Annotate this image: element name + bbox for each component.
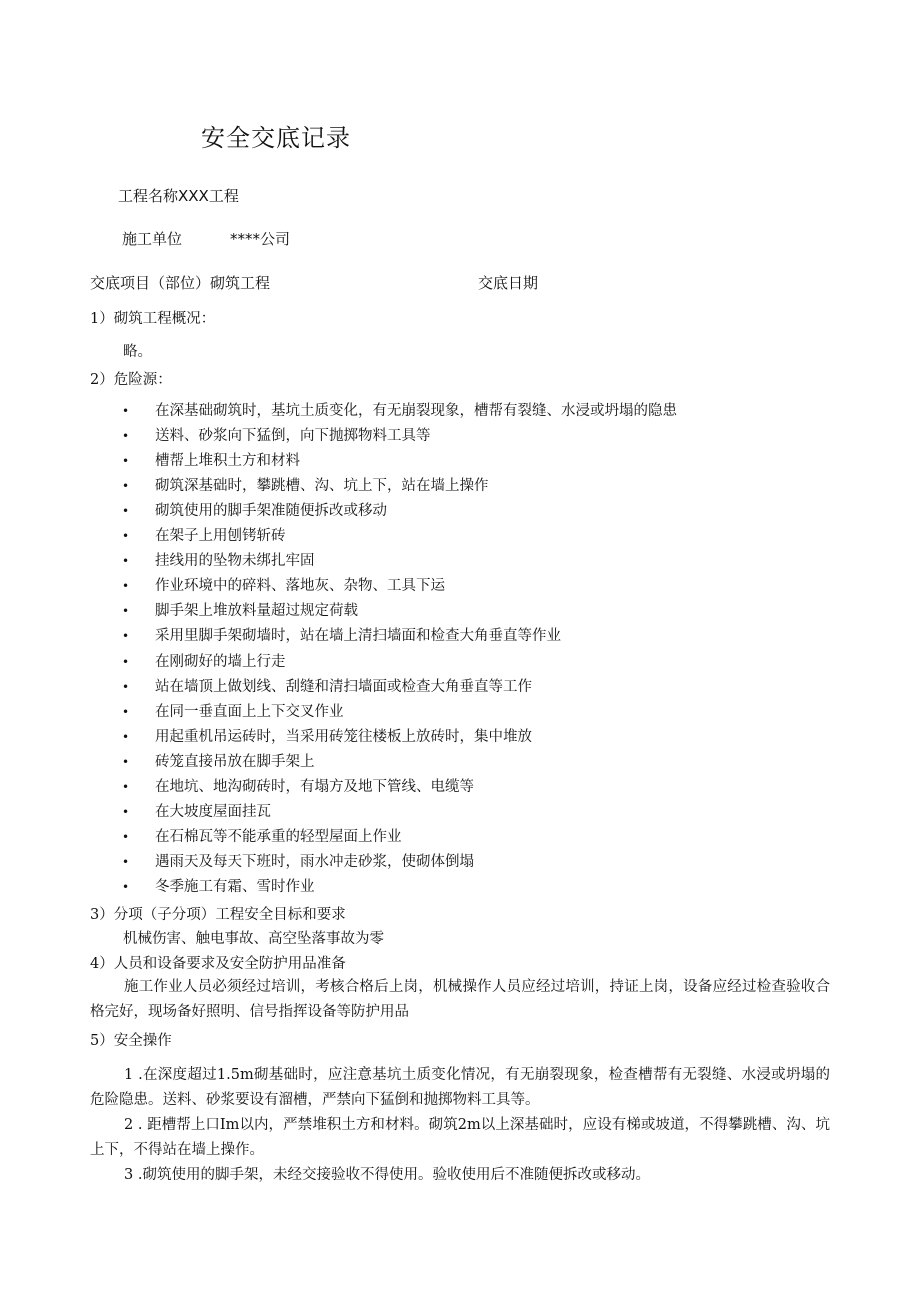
bullet-icon: • — [122, 529, 130, 544]
bullet-icon: • — [122, 454, 130, 469]
bullet-icon: • — [122, 804, 130, 819]
bullet-icon: • — [122, 479, 130, 494]
safety-paragraph-3: 3 .砌筑使用的脚手架，未经交接验收不得使用。验收使用后不准随便拆改或移动。 — [124, 1167, 650, 1183]
hazard-text: 砌筑深基础时，攀跳槽、沟、坑上下，站在墙上操作 — [155, 478, 489, 495]
section3-heading: 3）分项（子分项）工程安全目标和要求 — [90, 907, 346, 923]
section4-heading: 4）人员和设备要求及安全防护用品准备 — [90, 956, 346, 972]
hazard-text: 在大坡度屋面挂瓦 — [155, 803, 271, 820]
hazard-text: 站在墙顶上做划线、刮缝和清扫墙面或检查大角垂直等工作 — [155, 678, 532, 695]
hazard-text: 遇雨天及每天下班时，雨水冲走砂浆，使砌体倒塌 — [155, 853, 474, 870]
hazard-text: 在地坑、地沟砌砖时，有塌方及地下管线、电缆等 — [155, 778, 474, 795]
hazard-text: 冬季施工有霜、雪时作业 — [155, 878, 315, 895]
bullet-icon: • — [122, 879, 130, 894]
project-name: 工程名称XXX工程 — [118, 187, 239, 205]
bullet-icon: • — [122, 754, 130, 769]
section3-body: 机械伤害、触电事故、高空坠落事故为零 — [123, 931, 384, 947]
hazard-text: 在石棉瓦等不能承重的轻型屋面上作业 — [155, 828, 402, 845]
hazard-text: 送料、砂浆向下猛倒，向下抛掷物料工具等 — [155, 428, 431, 445]
section4-body: 施工作业人员必须经过培训，考核合格后上岗，机械操作人员应经过培训，持证上岗，设备应经过检查验收合格完好，现场备好照明、信号指挥设备等防护用品 — [90, 979, 830, 1020]
construction-unit-label: 施工单位 — [122, 230, 183, 248]
bullet-icon: • — [122, 604, 130, 619]
bullet-icon: • — [122, 554, 130, 569]
section2-heading: 2）危险源： — [90, 372, 172, 388]
bullet-icon: • — [122, 629, 130, 644]
bullet-icon: • — [122, 854, 130, 869]
hazard-text: 在刚砌好的墙上行走 — [155, 653, 286, 670]
document-title: 安全交底记录 — [201, 124, 351, 152]
hazard-text: 在架子上用刨铐斩砖 — [155, 528, 286, 545]
hazard-text: 采用里脚手架砌墙时，站在墙上清扫墙面和检查大角垂直等作业 — [155, 628, 561, 645]
safety-paragraph-2: 2 . 距槽帮上口Im以内，严禁堆积土方和材料。砌筑2m以上深基础时，应设有梯或坡道，不得攀跳槽、沟、坑上下，不得站在墙上操作。 — [90, 1117, 830, 1158]
bullet-icon: • — [122, 679, 130, 694]
bullet-icon: • — [122, 579, 130, 594]
bullet-icon: • — [122, 729, 130, 744]
bullet-icon: • — [122, 829, 130, 844]
section5-heading: 5）安全操作 — [90, 1033, 172, 1049]
safety-paragraph-1: 1 .在深度超过1.5m砌基础时，应注意基坑土质变化情况，有无崩裂现象，检查槽帮有无裂缝、水浸或坍塌的危险隐患。送料、砂浆要设有溜槽，严禁向下猛倒和抛掷物料工具等。 — [90, 1067, 830, 1108]
bullet-icon: • — [122, 504, 130, 519]
bullet-icon: • — [122, 779, 130, 794]
disclosure-item: 交底项目（部位）砌筑工程 — [90, 274, 271, 292]
hazard-text: 在同一垂直面上上下交叉作业 — [155, 703, 344, 720]
bullet-icon: • — [122, 429, 130, 444]
construction-unit-value: ****公司 — [230, 230, 291, 248]
hazard-text: 槽帮上堆积土方和材料 — [155, 453, 300, 470]
hazard-text: 砖笼直接吊放在脚手架上 — [155, 753, 315, 770]
bullet-icon: • — [122, 704, 130, 719]
hazard-text: 在深基础砌筑时，基坑土质变化，有无崩裂现象，槽帮有裂缝、水浸或坍塌的隐患 — [155, 403, 677, 419]
hazard-text: 挂线用的坠物未绑扎牢固 — [155, 553, 315, 570]
disclosure-date-label: 交底日期 — [478, 274, 539, 292]
hazard-text: 脚手架上堆放料量超过规定荷载 — [155, 603, 358, 620]
bullet-icon: • — [122, 404, 130, 418]
section1-body: 略。 — [123, 344, 152, 360]
hazard-text: 作业环境中的碎料、落地灰、杂物、工具下运 — [155, 578, 445, 595]
section1-heading: 1）砌筑工程概况： — [90, 311, 216, 327]
hazard-text: 砌筑使用的脚手架准随便拆改或移动 — [155, 503, 387, 520]
hazard-text: 用起重机吊运砖时，当采用砖笼往楼板上放砖时，集中堆放 — [155, 728, 532, 745]
bullet-icon: • — [122, 654, 130, 669]
